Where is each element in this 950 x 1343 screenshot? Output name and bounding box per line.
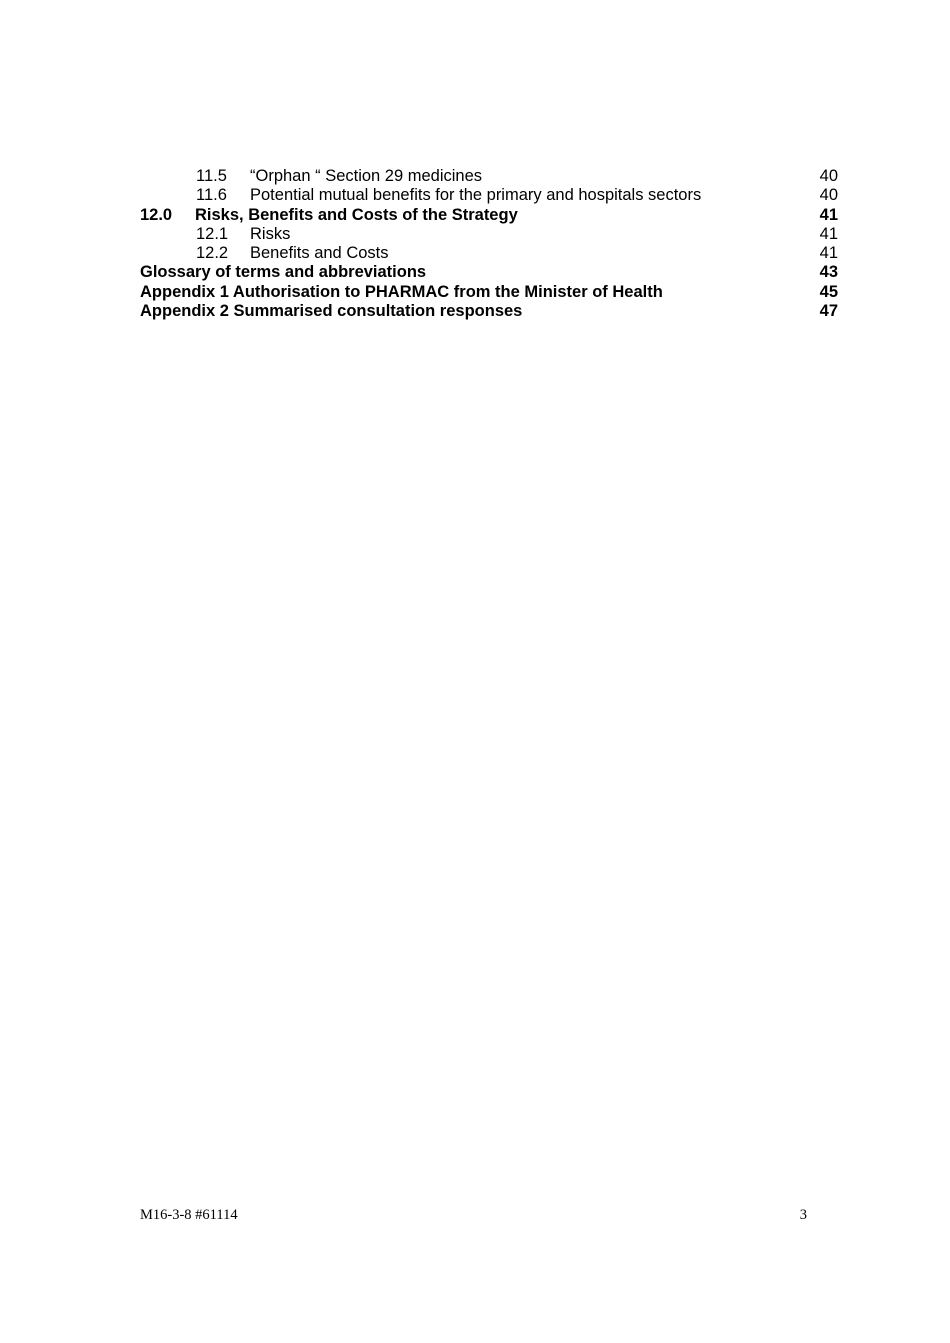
toc-entry-page: 40 [819,167,838,185]
toc-entry-12-0[interactable] [140,206,838,225]
toc-entry-title: “Orphan “ Section 29 medicines [250,167,483,185]
toc-entry-title: Appendix 1 Authorisation to PHARMAC from the Minister of Health [140,282,663,301]
toc-entry-appendix-2[interactable] [140,302,838,321]
table-of-contents [140,167,838,321]
document-reference: M16-3-8 #61114 [140,1207,238,1223]
toc-entry-page: 40 [819,186,838,205]
toc-entry-12-1[interactable] [140,225,838,244]
toc-entry-number: 12.1 [196,224,229,243]
toc-entry-title: Benefits and Costs [250,244,389,263]
toc-entry-page: 41 [819,205,838,224]
toc-entry-11-6[interactable] [140,186,838,205]
toc-entry-number: 11.6 [196,186,227,205]
toc-entry-page: 41 [819,244,838,263]
toc-entry-number: 12.0 [140,205,173,224]
toc-entry-title: Glossary of terms and abbreviations [140,263,427,282]
toc-entry-title: Potential mutual benefits for the primary and hospitals sectors [250,186,702,205]
toc-entry-title: Risks [250,224,291,243]
page-number: 3 [799,1207,807,1223]
toc-entry-appendix-1[interactable] [140,283,838,302]
toc-entry-page: 41 [819,224,838,243]
toc-entry-page: 47 [819,302,838,321]
toc-entry-11-5[interactable] [140,167,838,186]
toc-entry-glossary[interactable] [140,263,838,282]
toc-entry-title: Risks, Benefits and Costs of the Strategy [195,205,518,224]
toc-entry-number: 12.2 [196,244,229,263]
toc-entry-12-2[interactable] [140,244,838,263]
toc-entry-number: 11.5 [196,167,227,185]
toc-entry-page: 45 [819,282,838,301]
toc-entry-page: 43 [819,263,838,282]
toc-entry-title: Appendix 2 Summarised consultation responses [140,302,523,321]
